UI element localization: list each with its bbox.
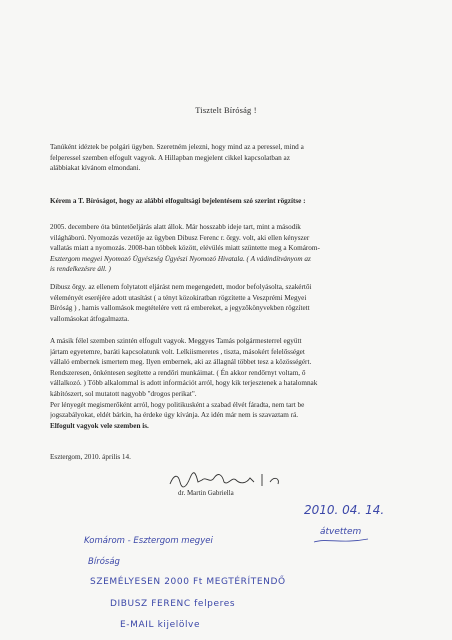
paragraph-line: jártam egyetemre, baráti kapcsolatunk volt. Lelkiismeretes , tiszta, másokért felelősséget: [50, 347, 305, 356]
handwritten-stamp-date: 2010. 04. 14.: [304, 503, 385, 517]
stamp-underline: [312, 536, 372, 546]
paragraph-line: véleményét eseréjére adott utasítást ( a tényt közokiratban rögzítette a Veszprémi Megyei: [50, 293, 307, 302]
paragraph-line: Dibusz őrgy. az ellenem folytatott eljárást nem megengedett, modor befolyásolta, szakértői: [50, 283, 312, 291]
paragraph-line: Elfogult vagyok vele szemben is.: [50, 421, 149, 430]
intro-line: alábbiakat kívánom elmondani.: [50, 164, 141, 173]
paragraph-line: A másik félel szemben szintén elfogult vagyok. Meggyes Tamás polgármesterrel együtt: [50, 337, 302, 345]
paragraph-line: Per lényegét megismerőként arról, hogy politikusként a szabad élvét fáradta, nem tart be: [50, 400, 305, 409]
paragraph-2: [50, 282, 402, 324]
paragraph-line: vallomásokat átfogalmazta.: [50, 314, 130, 323]
handwritten-line-1: Komárom - Esztergom megyei: [84, 536, 213, 546]
handwritten-line-2: Bíróság: [88, 557, 120, 567]
handwritten-line-5: E-MAIL kijelölve: [120, 620, 201, 630]
paragraph-line: vállaló embernek ismertem meg. Ilyen embernek, aki az állagnál többet tesz a közösségért.: [50, 358, 312, 367]
paragraph-line: világháború. Nyomozás vezetője az ügyben Dibusz Ferenc r. őrgy. volt, aki ellen kényszer: [50, 233, 310, 242]
handwritten-line-3: SZEMÉLYESEN 2000 Ft MEGTÉRÍTENDŐ: [90, 577, 286, 587]
paragraph-line: vállalkozó. ) Több alkalommal is adott információt arról, hogy kik terjesztenek a hatalomnak: [50, 379, 318, 388]
paragraph-line: 2005. decembere óta büntetőeljárás alatt állok. Már hosszabb ideje tart, mint a második: [50, 223, 301, 231]
intro-paragraph: [50, 142, 402, 174]
paragraph-line: Bíróság ) , hamis vallomások megtételére vett rá embereket, a jegyzőkönyvekben rögzített: [50, 304, 310, 313]
paragraph-line: vallatás miatt a nyomozás. 2008-ban többek között, elévülés miatt szüntette meg a Komárom-: [50, 244, 320, 253]
paragraph-line: is rendelkezésre áll. ): [50, 265, 111, 274]
handwritten-line-4: DIBUSZ FERENC felperes: [110, 599, 236, 609]
intro-line: Tanúként idéztek be polgári ügyben. Szeretném jelezni, hogy mind az a peressel, mind a: [50, 143, 304, 151]
paragraph-line: jogszabályokat, eldét bárkin, ha érdeke úgy kívánja. Az idén már nem is szavaztam rá.: [50, 411, 299, 420]
intro-line: felperessel szemben elfogult vagyok. A Hillapban megjelent cikkel kapcsolatban az: [50, 153, 290, 162]
signer-name: dr. Martin Gabriella: [178, 489, 234, 497]
handwritten-stamp-sign: átvettem: [320, 527, 362, 537]
request-heading: Kérem a T. Bíróságot, hogy az alábbi elfogultsági bejelentésem szó szerint rögzítse :: [50, 197, 306, 205]
paragraph-3: [50, 336, 402, 431]
paragraph-1: [50, 222, 402, 275]
paragraph-line: Esztergom megyei Nyomozó Ügyészség Ügyészi Nyomozó Hivatala. ( A vádindítványom az: [50, 254, 311, 263]
salutation: Tisztelt Bíróság !: [195, 106, 257, 115]
letter-date: Esztergom, 2010. április 14.: [50, 453, 131, 461]
paragraph-line: Rendszeresen, önkéntesen segítette a rendőri munkáimat. ( Én akkor rendőrnyt voltam, ő: [50, 368, 306, 377]
paragraph-line: kábítószert, sol mutatott nagyobb "drogos perikat".: [50, 389, 197, 398]
